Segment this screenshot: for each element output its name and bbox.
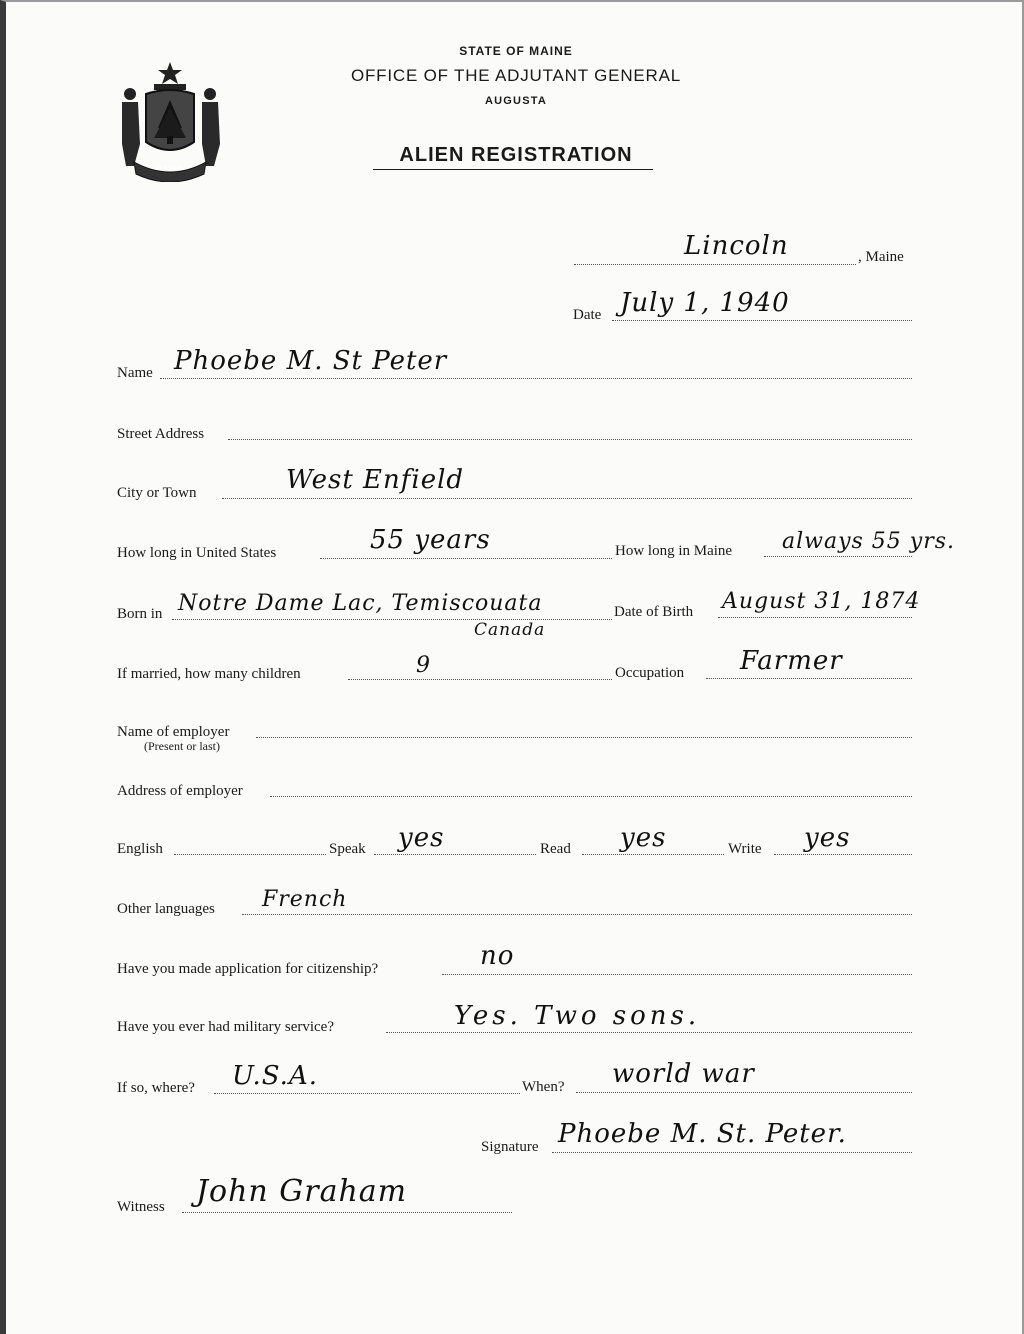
employer-name-label: Name of employer — [117, 724, 230, 740]
employer-name-line — [256, 737, 912, 738]
read-value: yes — [620, 823, 667, 853]
born-in-value: Notre Dame Lac, Temiscouata — [178, 591, 543, 616]
military-label: Have you ever had military service? — [117, 1019, 334, 1035]
children-line — [348, 679, 612, 680]
how-long-maine-label: How long in Maine — [615, 543, 733, 559]
occupation-line — [706, 678, 912, 679]
signature-label: Signature — [481, 1139, 539, 1155]
children-label: If married, how many children — [117, 666, 301, 682]
write-line — [774, 854, 912, 855]
city-value: West Enfield — [286, 465, 465, 495]
street-address-line — [228, 439, 912, 440]
speak-value: yes — [398, 823, 445, 853]
date-label: Date — [573, 307, 602, 323]
citizenship-value: no — [480, 941, 515, 971]
name-line — [160, 378, 912, 379]
occupation-value: Farmer — [740, 646, 843, 676]
office-heading: OFFICE OF THE ADJUTANT GENERAL — [350, 66, 682, 85]
employer-address-label: Address of employer — [117, 783, 243, 799]
date-of-birth-line — [718, 617, 912, 618]
maine-suffix: , Maine — [858, 249, 904, 265]
children-value: 9 — [416, 653, 431, 678]
write-value: yes — [804, 823, 851, 853]
employer-address-line — [270, 796, 912, 797]
occupation-label: Occupation — [615, 665, 685, 681]
english-label: English — [117, 841, 163, 857]
title-underline — [373, 169, 653, 170]
date-of-birth-value: August 31, 1874 — [722, 589, 921, 614]
employer-name-sublabel: (Present or last) — [144, 739, 220, 753]
citizenship-label: Have you made application for citizenship? — [117, 961, 379, 977]
how-long-us-line — [320, 558, 612, 559]
date-of-birth-label: Date of Birth — [614, 604, 694, 620]
city-label: City or Town — [117, 485, 197, 501]
witness-value: John Graham — [196, 1174, 408, 1209]
military-value: Yes. Two sons. — [454, 1001, 701, 1031]
date-line — [612, 320, 912, 321]
born-in-country: Canada — [474, 620, 546, 640]
read-label: Read — [540, 841, 571, 857]
state-heading: STATE OF MAINE — [459, 44, 573, 58]
when-label: When? — [522, 1079, 565, 1095]
how-long-maine-line — [764, 556, 912, 557]
read-line — [582, 854, 724, 855]
born-in-label: Born in — [117, 606, 163, 622]
name-label: Name — [117, 365, 153, 381]
write-label: Write — [728, 841, 762, 857]
other-languages-label: Other languages — [117, 901, 215, 917]
when-line — [576, 1092, 912, 1093]
english-line — [174, 854, 326, 855]
where-value: U.S.A. — [232, 1061, 318, 1091]
signature-line — [552, 1152, 912, 1153]
form-title: ALIEN REGISTRATION — [399, 144, 633, 166]
street-address-label: Street Address — [117, 426, 205, 442]
military-line — [386, 1032, 912, 1033]
how-long-us-label: How long in United States — [117, 545, 277, 561]
date-value: July 1, 1940 — [620, 288, 790, 318]
how-long-maine-value: always 55 yrs. — [782, 529, 956, 554]
born-in-line — [172, 619, 612, 620]
place-value: Lincoln — [684, 231, 789, 261]
signature-value: Phoebe M. St. Peter. — [558, 1119, 847, 1149]
witness-line — [182, 1212, 512, 1213]
when-value: world war — [612, 1059, 755, 1089]
where-label: If so, where? — [117, 1080, 195, 1096]
speak-line — [374, 854, 536, 855]
other-languages-value: French — [262, 887, 348, 912]
seal-banner: MAINE — [156, 165, 184, 172]
speak-label: Speak — [329, 841, 366, 857]
city-line — [222, 498, 912, 499]
city-heading: AUGUSTA — [485, 95, 547, 107]
name-value: Phoebe M. St Peter — [174, 346, 448, 376]
where-line — [214, 1093, 520, 1094]
witness-label: Witness — [117, 1199, 165, 1215]
citizenship-line — [442, 974, 912, 975]
other-languages-line — [242, 914, 912, 915]
how-long-us-value: 55 years — [370, 525, 491, 555]
place-line — [574, 264, 856, 265]
